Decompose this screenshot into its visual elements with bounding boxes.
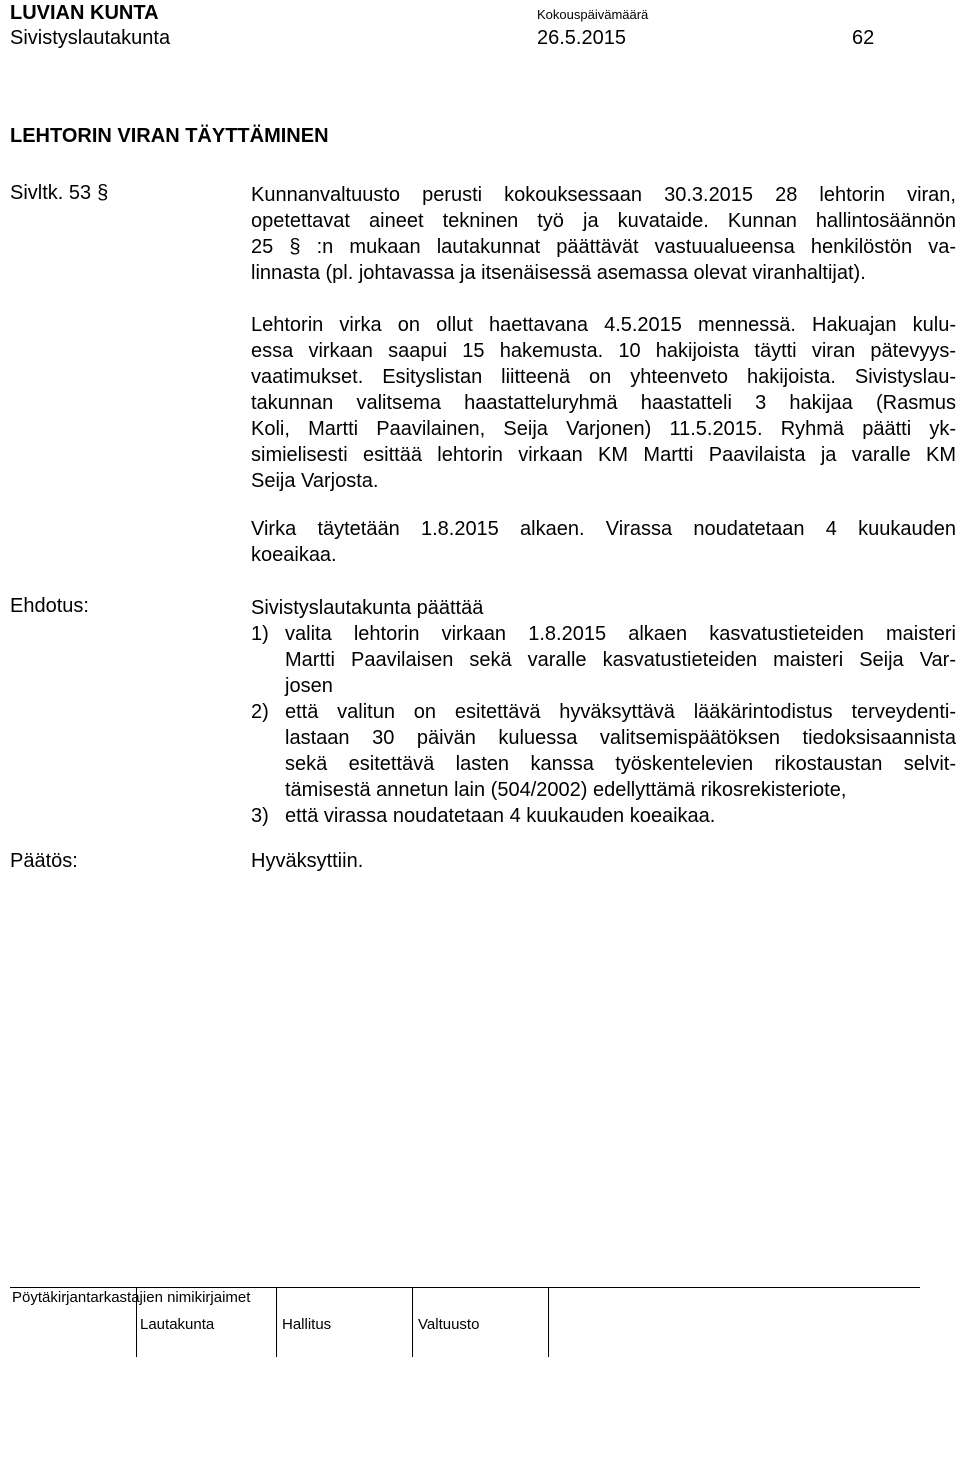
- footer-divider: [276, 1287, 277, 1357]
- footer-col-hallitus: Hallitus: [282, 1316, 332, 1333]
- paragraph-line: Lehtorin virka on ollut haettavana 4.5.2015 mennessä. Hakuajan kulu-: [251, 314, 956, 336]
- proposal-item-line: että valitun on esitettävä hyväksyttävä lääkärintodistus terveydenti-: [285, 701, 956, 723]
- proposal-item-line: sekä esitettävä lasten kanssa työskentelevien rikostaustan selvit-: [285, 753, 956, 775]
- department-name: Sivistyslautakunta: [10, 27, 171, 49]
- document-title: LEHTORIN VIRAN TÄYTTÄMINEN: [10, 125, 329, 147]
- paragraph-line: Seija Varjosta.: [251, 470, 379, 492]
- paragraph-line: vaatimukset. Esityslistan liitteenä on yhteenveto hakijoista. Sivistyslau-: [251, 366, 956, 388]
- proposal-item-line: valita lehtorin virkaan 1.8.2015 alkaen kasvatustieteiden maisteri: [285, 623, 956, 645]
- footer-rule: [10, 1287, 920, 1288]
- meeting-date-caption: Kokouspäivämäärä: [537, 7, 649, 22]
- paragraph-line: Kunnanvaltuusto perusti kokouksessaan 30.3.2015 28 lehtorin viran,: [251, 184, 956, 206]
- proposal-item: [251, 621, 956, 699]
- paragraph-line: koeaikaa.: [251, 544, 337, 566]
- paragraph-applications: [251, 312, 956, 494]
- proposal-item-line: tämisestä annetun lain (504/2002) edellyttämä rikosrekisteriote,: [285, 779, 847, 801]
- footer-col-valtuusto: Valtuusto: [418, 1316, 480, 1333]
- proposal-item-line: Martti Paavilaisen sekä varalle kasvatustieteiden maisteri Seija Var-: [285, 649, 956, 671]
- paragraph-line: 25 § :n mukaan lautakunnat päättävät vastuualueensa henkilöstön va-: [251, 236, 956, 258]
- paragraph-line: Virka täytetään 1.8.2015 alkaen. Virassa noudatetaan 4 kuukauden: [251, 518, 956, 540]
- organization-name: LUVIAN KUNTA: [10, 2, 159, 24]
- section-symbol: §: [97, 182, 109, 204]
- paragraph-line: essa virkaan saapui 15 hakemusta. 10 hakijoista täytti viran pätevyys-: [251, 340, 956, 362]
- footer-divider: [412, 1287, 413, 1357]
- proposal-item-line: että virassa noudatetaan 4 kuukauden koeaikaa.: [285, 805, 716, 827]
- proposal-item-number: 3): [251, 805, 269, 827]
- proposal-label: Ehdotus:: [10, 595, 89, 617]
- proposal-item-line: lastaan 30 päivän kuluessa valitsemispäätöksen tiedoksisaannista: [285, 727, 956, 749]
- paragraph-line: linnasta (pl. johtavassa ja itsenäisessä asemassa olevat viranhaltijat).: [251, 262, 866, 284]
- proposal-item-number: 2): [251, 701, 269, 723]
- page-number: 62: [852, 27, 875, 49]
- proposal-item-number: 1): [251, 623, 269, 645]
- proposal-item: [251, 699, 956, 803]
- paragraph-background: [251, 182, 956, 286]
- section-reference: [10, 182, 117, 205]
- paragraph-start-date: [251, 516, 956, 568]
- paragraph-line: takunnan valitsema haastatteluryhmä haastatteli 3 hakijaa (Rasmus: [251, 392, 956, 414]
- proposal-intro: Sivistyslautakunta päättää: [251, 597, 484, 619]
- meeting-date: 26.5.2015: [537, 27, 626, 49]
- proposal-item-line: josen: [285, 675, 333, 697]
- footer-divider: [548, 1287, 549, 1357]
- paragraph-line: simielisesti esittää lehtorin virkaan KM Martti Paavilaista ja varalle KM: [251, 444, 956, 466]
- proposal-item: [251, 803, 956, 829]
- paragraph-line: Koli, Martti Paavilainen, Seija Varjonen) 11.5.2015. Ryhmä päätti yk-: [251, 418, 956, 440]
- decision-text: Hyväksyttiin.: [251, 850, 364, 872]
- section-ref-text: Sivltk. 53: [10, 182, 92, 204]
- paragraph-line: opetettavat aineet tekninen työ ja kuvataide. Kunnan hallintosäännön: [251, 210, 956, 232]
- proposal-body: [251, 595, 956, 829]
- footer-initials-label: Pöytäkirjantarkastajien nimikirjaimet: [12, 1289, 251, 1306]
- footer-col-lautakunta: Lautakunta: [140, 1316, 215, 1333]
- decision-label: Päätös:: [10, 850, 78, 872]
